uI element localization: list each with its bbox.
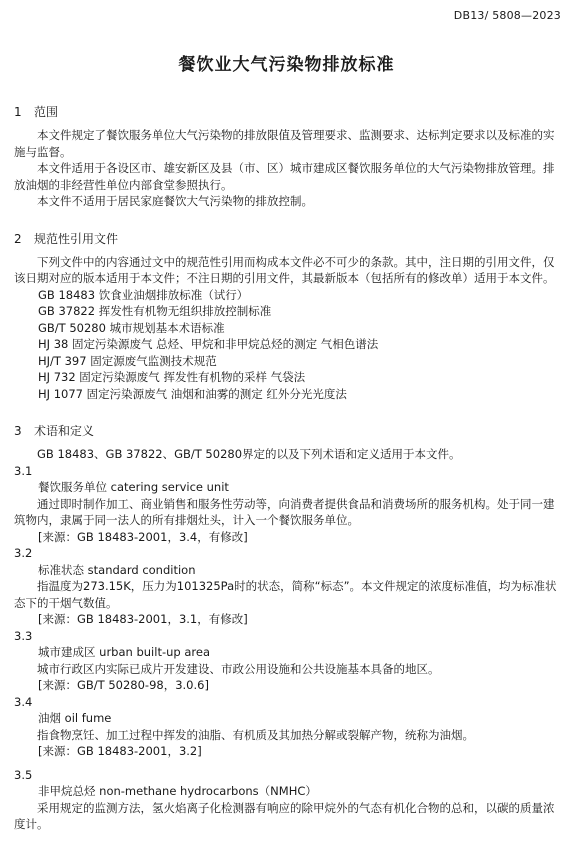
section-title: 范围 [34,105,59,119]
reference-list [14,287,562,403]
reference-item: HJ 732 固定污染源废气 挥发性有机物的采样 气袋法 [38,370,306,384]
document-body [14,104,562,833]
term-number: 3.2 [14,546,33,560]
term-source: [来源：GB/T 50280-98，3.0.6] [38,678,209,692]
section-scope [14,104,562,210]
section-heading [14,231,562,247]
standard-number: DB13/ 5808—2023 [453,9,561,22]
term-definition: 城市行政区内实际已成片开发建设、市政公用设施和公共设施基本具备的地区。 [37,661,440,676]
term-number: 3.3 [14,628,33,643]
section-heading [14,104,562,120]
term-source: [来源：GB 18483-2001，3.1，有修改] [38,612,248,626]
document-title: 餐饮业大气污染物排放标准 [178,55,395,75]
term-source: [来源：GB 18483-2001，3.4，有修改] [38,529,248,544]
reference-item: HJ/T 397 固定源废气监测技术规范 [38,353,217,368]
paragraph: 本文件适用于各设区市、雄安新区及县（市、区）城市建成区餐饮服务单位的大气污染物排放管理。排放油烟的非经营性单位内部食堂参照执行。 [14,161,555,192]
term-number: 3.5 [14,767,33,782]
paragraph: 本文件不适用于居民家庭餐饮大气污染物的排放控制。 [37,194,313,208]
paragraph: 下列文件中的内容通过文中的规范性引用而构成本文件必不可少的条款。其中，注日期的引用文件，仅该日期对应的版本适用于本文件；不注日期的引用文件，其最新版本（包括所有的修改单）适用于本文件。 [14,254,555,285]
reference-item: HJ 1077 固定污染源废气 油烟和油雾的测定 红外分光光度法 [38,386,347,401]
term-entry [14,545,562,628]
term-title: 标准状态 standard condition [38,562,196,577]
term-title: 非甲烷总烃 non-methane hydrocarbons（NMHC） [38,784,317,798]
term-entry [14,767,562,833]
reference-item: GB 18483 饮食业油烟排放标准（试行） [38,287,249,302]
term-definition: 指食物烹饪、加工过程中挥发的油脂、有机质及其加热分解或裂解产物，统称为油烟。 [37,727,474,742]
paragraph: 本文件规定了餐饮服务单位大气污染物的排放限值及管理要求、监测要求、达标判定要求以及标准的实施与监督。 [14,128,555,159]
section-heading [14,423,562,439]
term-entry [14,463,562,546]
term-title: 餐饮服务单位 catering service unit [38,480,229,494]
term-definition: 指温度为273.15K，压力为101325Pa时的状态，简称“标态”。本文件规定的浓度标准值，均为标准状态下的干烟气数值。 [14,579,557,610]
section-terms [14,423,562,833]
term-entry [14,694,562,760]
section-title: 术语和定义 [34,424,95,438]
term-entry [14,628,562,694]
term-number: 3.1 [14,463,33,478]
reference-item: HJ 38 固定污染源废气 总烃、甲烷和非甲烷总烃的测定 气相色谱法 [38,337,379,351]
term-definition: 通过即时制作加工、商业销售和服务性劳动等，向消费者提供食品和消费场所的服务机构。处于同一建筑物内，隶属于同一法人的所有排烟灶头，计入一个餐饮服务单位。 [14,496,555,527]
term-title: 城市建成区 urban built-up area [38,645,210,659]
term-source: [来源：GB 18483-2001，3.2] [38,744,202,758]
reference-item: GB 37822 挥发性有机物无组织排放控制标准 [38,304,272,318]
section-normative-references [14,231,562,403]
section-title: 规范性引用文件 [34,231,119,246]
section-number: 2 [14,231,22,246]
term-title: 油烟 oil fume [38,711,112,725]
term-definition: 采用规定的监测方法，氢火焰离子化检测器有响应的除甲烷外的气态有机化合物的总和，以碳的质量浓度计。 [14,800,555,831]
term-number: 3.4 [14,694,33,709]
reference-item: GB/T 50280 城市规划基本术语标准 [38,320,225,335]
section-number: 1 [14,105,22,119]
paragraph: GB 18483、GB 37822、GB/T 50280界定的以及下列术语和定义适用于本文件。 [37,447,461,461]
section-number: 3 [14,424,22,438]
